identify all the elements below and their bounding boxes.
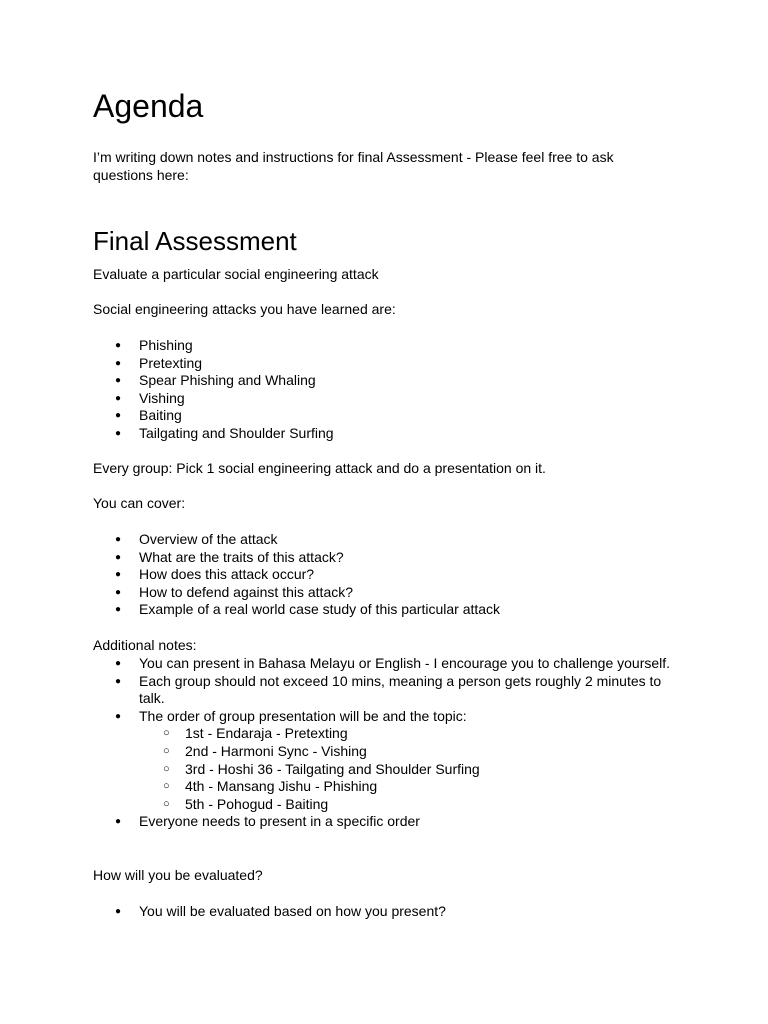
list-item: ○ 3rd - Hoshi 36 - Tailgating and Shoulder Surfing [163, 760, 480, 777]
list-item: ○ 4th - Mansang Jishu - Phishing [163, 778, 378, 795]
bullet-icon: ● [115, 392, 122, 404]
bullet-icon: ● [115, 586, 122, 598]
bullet-icon: ● [115, 534, 122, 545]
hollow-bullet-icon: ○ [163, 797, 170, 810]
attacks-list [93, 337, 683, 443]
list-item: ● Phishing [115, 337, 193, 353]
hollow-bullet-icon: ○ [163, 762, 170, 775]
list-item: ● Everyone needs to present in a specific order [115, 813, 420, 830]
list-item: ○ 5th - Pohogud - Baiting [163, 795, 329, 812]
intro-paragraph: I’m writing down notes and instructions for final Assessment - Please feel free to ask questions here: [93, 149, 614, 183]
evaluation-list [93, 903, 683, 921]
bullet-icon: ● [115, 604, 122, 616]
list-item: ● Tailgating and Shoulder Surfing [115, 424, 334, 441]
list-item: ○ 1st - Endaraja - Pretexting [163, 725, 348, 742]
list-item: ● Pretexting [115, 354, 203, 371]
hollow-bullet-icon: ○ [163, 780, 170, 793]
list-item: ● Baiting [115, 407, 182, 424]
cover-list [93, 531, 683, 619]
list-item: ● How does this attack occur? [115, 566, 315, 583]
bullet-icon: ● [115, 710, 122, 722]
section-title: Final Assessment [93, 226, 297, 256]
cover-intro: You can cover: [93, 495, 186, 511]
presentation-order-list [139, 725, 683, 813]
list-item: ● You can present in Bahasa Melayu or English - I encourage you to challenge yourself. [115, 655, 671, 671]
evaluate-text: Evaluate a particular social engineering attack [93, 266, 379, 282]
list-item: ● How to defend against this attack? [115, 583, 354, 600]
bullet-icon: ● [115, 675, 122, 687]
list-item: ● Overview of the attack [115, 531, 278, 547]
list-item: ● What are the traits of this attack? [115, 548, 344, 565]
list-item: ● Spear Phishing and Whaling [115, 372, 316, 389]
bullet-icon: ● [115, 427, 122, 439]
bullet-icon: ● [115, 816, 122, 828]
bullet-icon: ● [115, 357, 122, 369]
notes-list [93, 655, 683, 831]
bullet-icon: ● [115, 410, 122, 422]
notes-intro: Additional notes: [93, 637, 197, 653]
list-item: ● You will be evaluated based on how you present? [115, 903, 446, 919]
hollow-bullet-icon: ○ [163, 744, 170, 757]
list-item: ● The order of group presentation will be and the topic: ○ 1st - Endaraja - Pretexting ○ 2nd - Harmoni Sync - Vishing ○ 3rd - Hoshi 36 - Tailgating and Shoulder Surfing ○ 4th - Mansang Jishu - Phishing ○ 5th - Pohogud - Baiting [93, 708, 683, 814]
bullet-icon: ● [115, 551, 122, 563]
page-title: Agenda [93, 88, 204, 124]
hollow-bullet-icon: ○ [163, 727, 170, 740]
bullet-icon: ● [115, 569, 122, 581]
list-item: ○ 2nd - Harmoni Sync - Vishing [163, 742, 367, 759]
group-instruction: Every group: Pick 1 social engineering attack and do a presentation on it. [93, 460, 546, 476]
bullet-icon: ● [115, 340, 122, 351]
bullet-icon: ● [115, 375, 122, 387]
bullet-icon: ● [115, 658, 122, 669]
list-item: ● Example of a real world case study of this particular attack [115, 601, 501, 618]
bullet-icon: ● [115, 906, 122, 917]
evaluation-question: How will you be evaluated? [93, 867, 263, 883]
list-item: ● Vishing [115, 389, 185, 406]
list-item: ● Each group should not exceed 10 mins, meaning a person gets roughly 2 minutes to talk. [115, 672, 662, 707]
attacks-intro: Social engineering attacks you have learned are: [93, 301, 396, 317]
